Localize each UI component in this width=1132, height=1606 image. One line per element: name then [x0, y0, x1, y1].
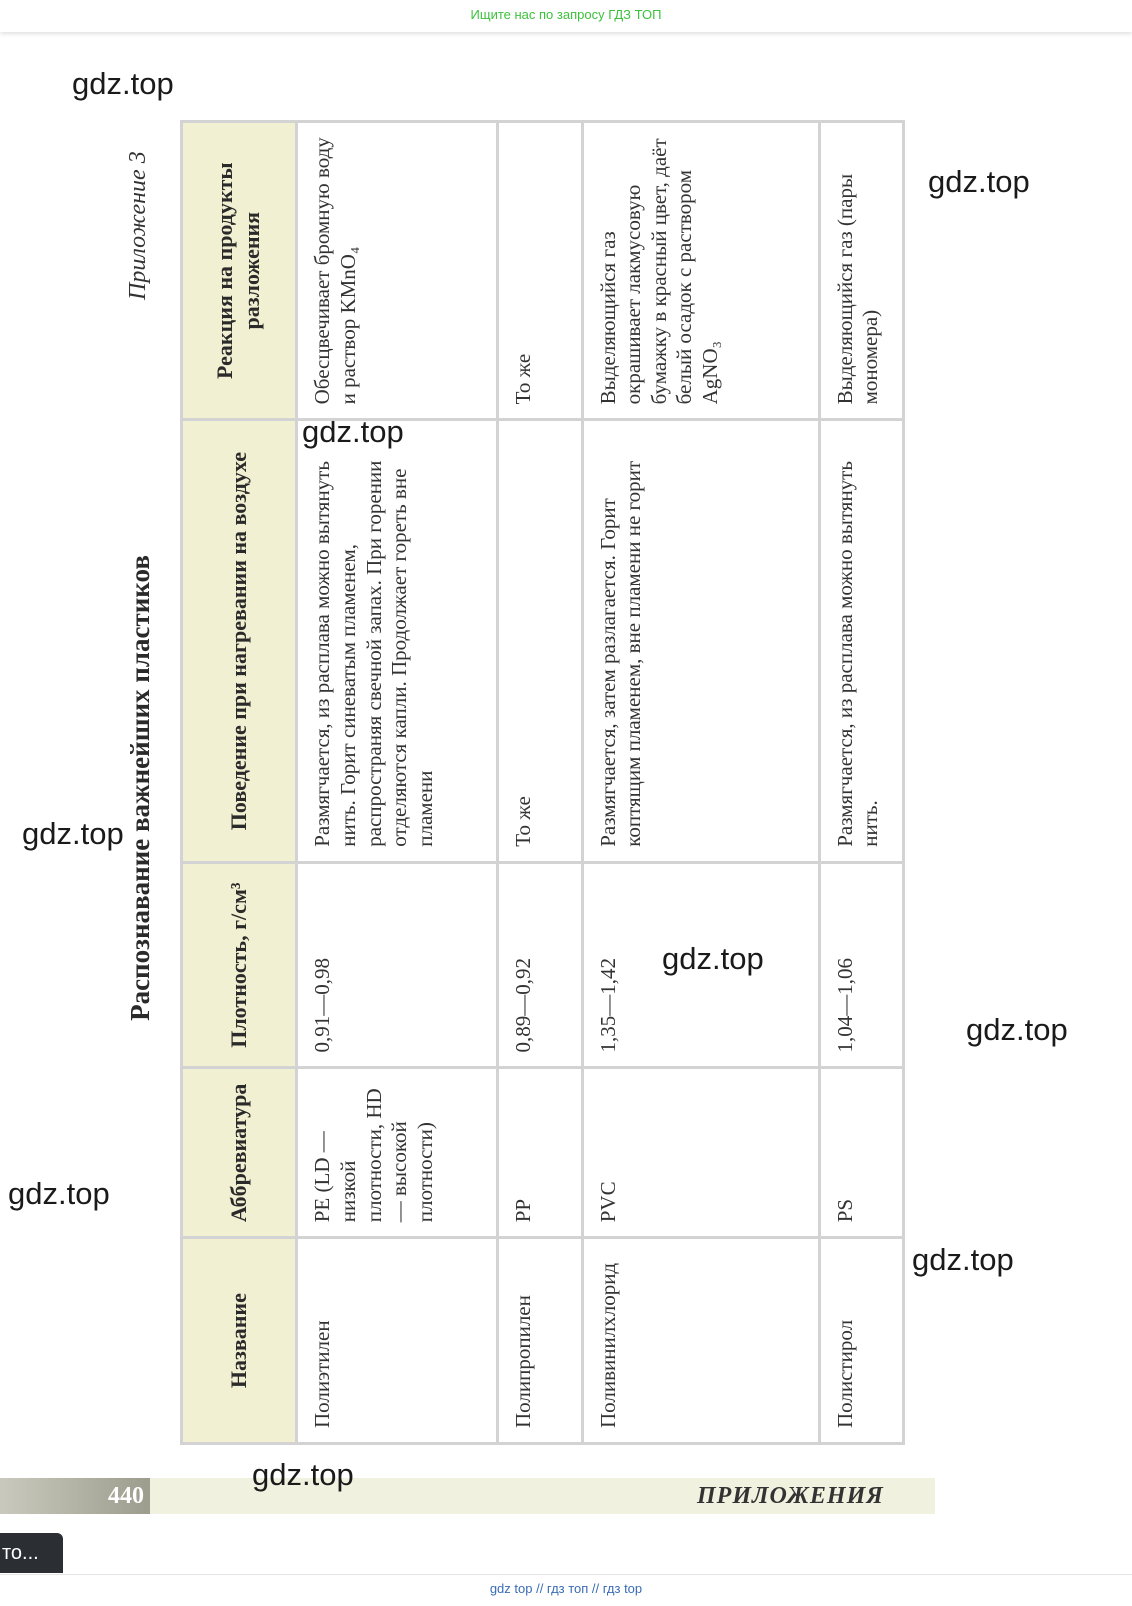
watermark: gdz.top: [252, 1457, 354, 1492]
cell-density: 1,04—1,06: [819, 862, 904, 1068]
bottom-banner[interactable]: [0, 1574, 1132, 1606]
watermark: gdz.top: [22, 816, 124, 851]
cell-density: 0,89—0,92: [498, 862, 582, 1068]
cell-abbr: PS: [819, 1068, 904, 1238]
cell-density: 1,35—1,42: [582, 862, 819, 1068]
cell-behavior: Размягчается, затем разлагается. Горит коптящим пламенем, вне пламени не горит: [582, 420, 819, 862]
top-banner-text[interactable]: Ищите нас по запросу ГДЗ ТОП: [470, 7, 662, 22]
header-density: Плотность, г/см³: [182, 862, 297, 1068]
table-row: [819, 122, 904, 1444]
cell-reaction: Выделяющийся газ окрашивает лакмусовую бумажку в красный цвет, даёт белый осадок с раствором AgNO₃: [582, 122, 819, 420]
page-number: 440: [0, 1478, 150, 1514]
header-name: Название: [182, 1238, 297, 1444]
cell-reaction: То же: [498, 122, 582, 420]
top-banner[interactable]: [0, 0, 1132, 32]
table-row: [582, 122, 819, 1444]
cell-reaction: Обесцвечивает бромную воду и раствор KMnO₄: [297, 122, 498, 420]
watermark: gdz.top: [72, 66, 174, 101]
cell-abbr: PVC: [582, 1068, 819, 1238]
watermark: gdz.top: [8, 1176, 110, 1211]
watermark: gdz.top: [662, 941, 764, 976]
collapsed-tab[interactable]: то...: [0, 1533, 63, 1573]
header-reaction: Реакция на продукты разложения: [182, 122, 297, 420]
cell-behavior: Размягчается, из расплава можно вытянуть нить.: [819, 420, 904, 862]
cell-abbr: PP: [498, 1068, 582, 1238]
cell-abbr: PE (LD — низкой плотности, HD — высокой плотности): [297, 1068, 498, 1238]
header-abbr: Аббревиатура: [182, 1068, 297, 1238]
watermark: gdz.top: [966, 1012, 1068, 1047]
cell-reaction: Выделяющийся газ (пары мономера): [819, 122, 904, 420]
section-title: ПРИЛОЖЕНИЯ: [697, 1483, 884, 1509]
plastics-table: [180, 120, 905, 1445]
watermark: gdz.top: [928, 164, 1030, 199]
header-behavior: Поведение при нагревании на воздухе: [182, 420, 297, 862]
bottom-banner-links[interactable]: gdz top // гдз топ // гдз top: [489, 1581, 643, 1596]
plastics-table-rotated: [180, 120, 905, 1445]
table-row: [498, 122, 582, 1444]
cell-name: Полистирол: [819, 1238, 904, 1444]
table-row: [297, 122, 498, 1444]
watermark: gdz.top: [912, 1242, 1014, 1277]
cell-behavior: Размягчается, из расплава можно вытянуть нить. Горит синеватым пламенем, распространяя свечной запах. При горении отделяются капли. Продолжает гореть вне пламени: [297, 420, 498, 862]
watermark: gdz.top: [302, 414, 404, 449]
cell-name: Поливинилхлорид: [582, 1238, 819, 1444]
table-header-row: [182, 122, 297, 1444]
appendix-label: Приложение 3: [125, 151, 151, 300]
table-title: Распознавание важнейших пластиков: [125, 555, 155, 1021]
cell-name: Полиэтилен: [297, 1238, 498, 1444]
cell-density: 0,91—0,98: [297, 862, 498, 1068]
cell-name: Полипропилен: [498, 1238, 582, 1444]
cell-behavior: То же: [498, 420, 582, 862]
